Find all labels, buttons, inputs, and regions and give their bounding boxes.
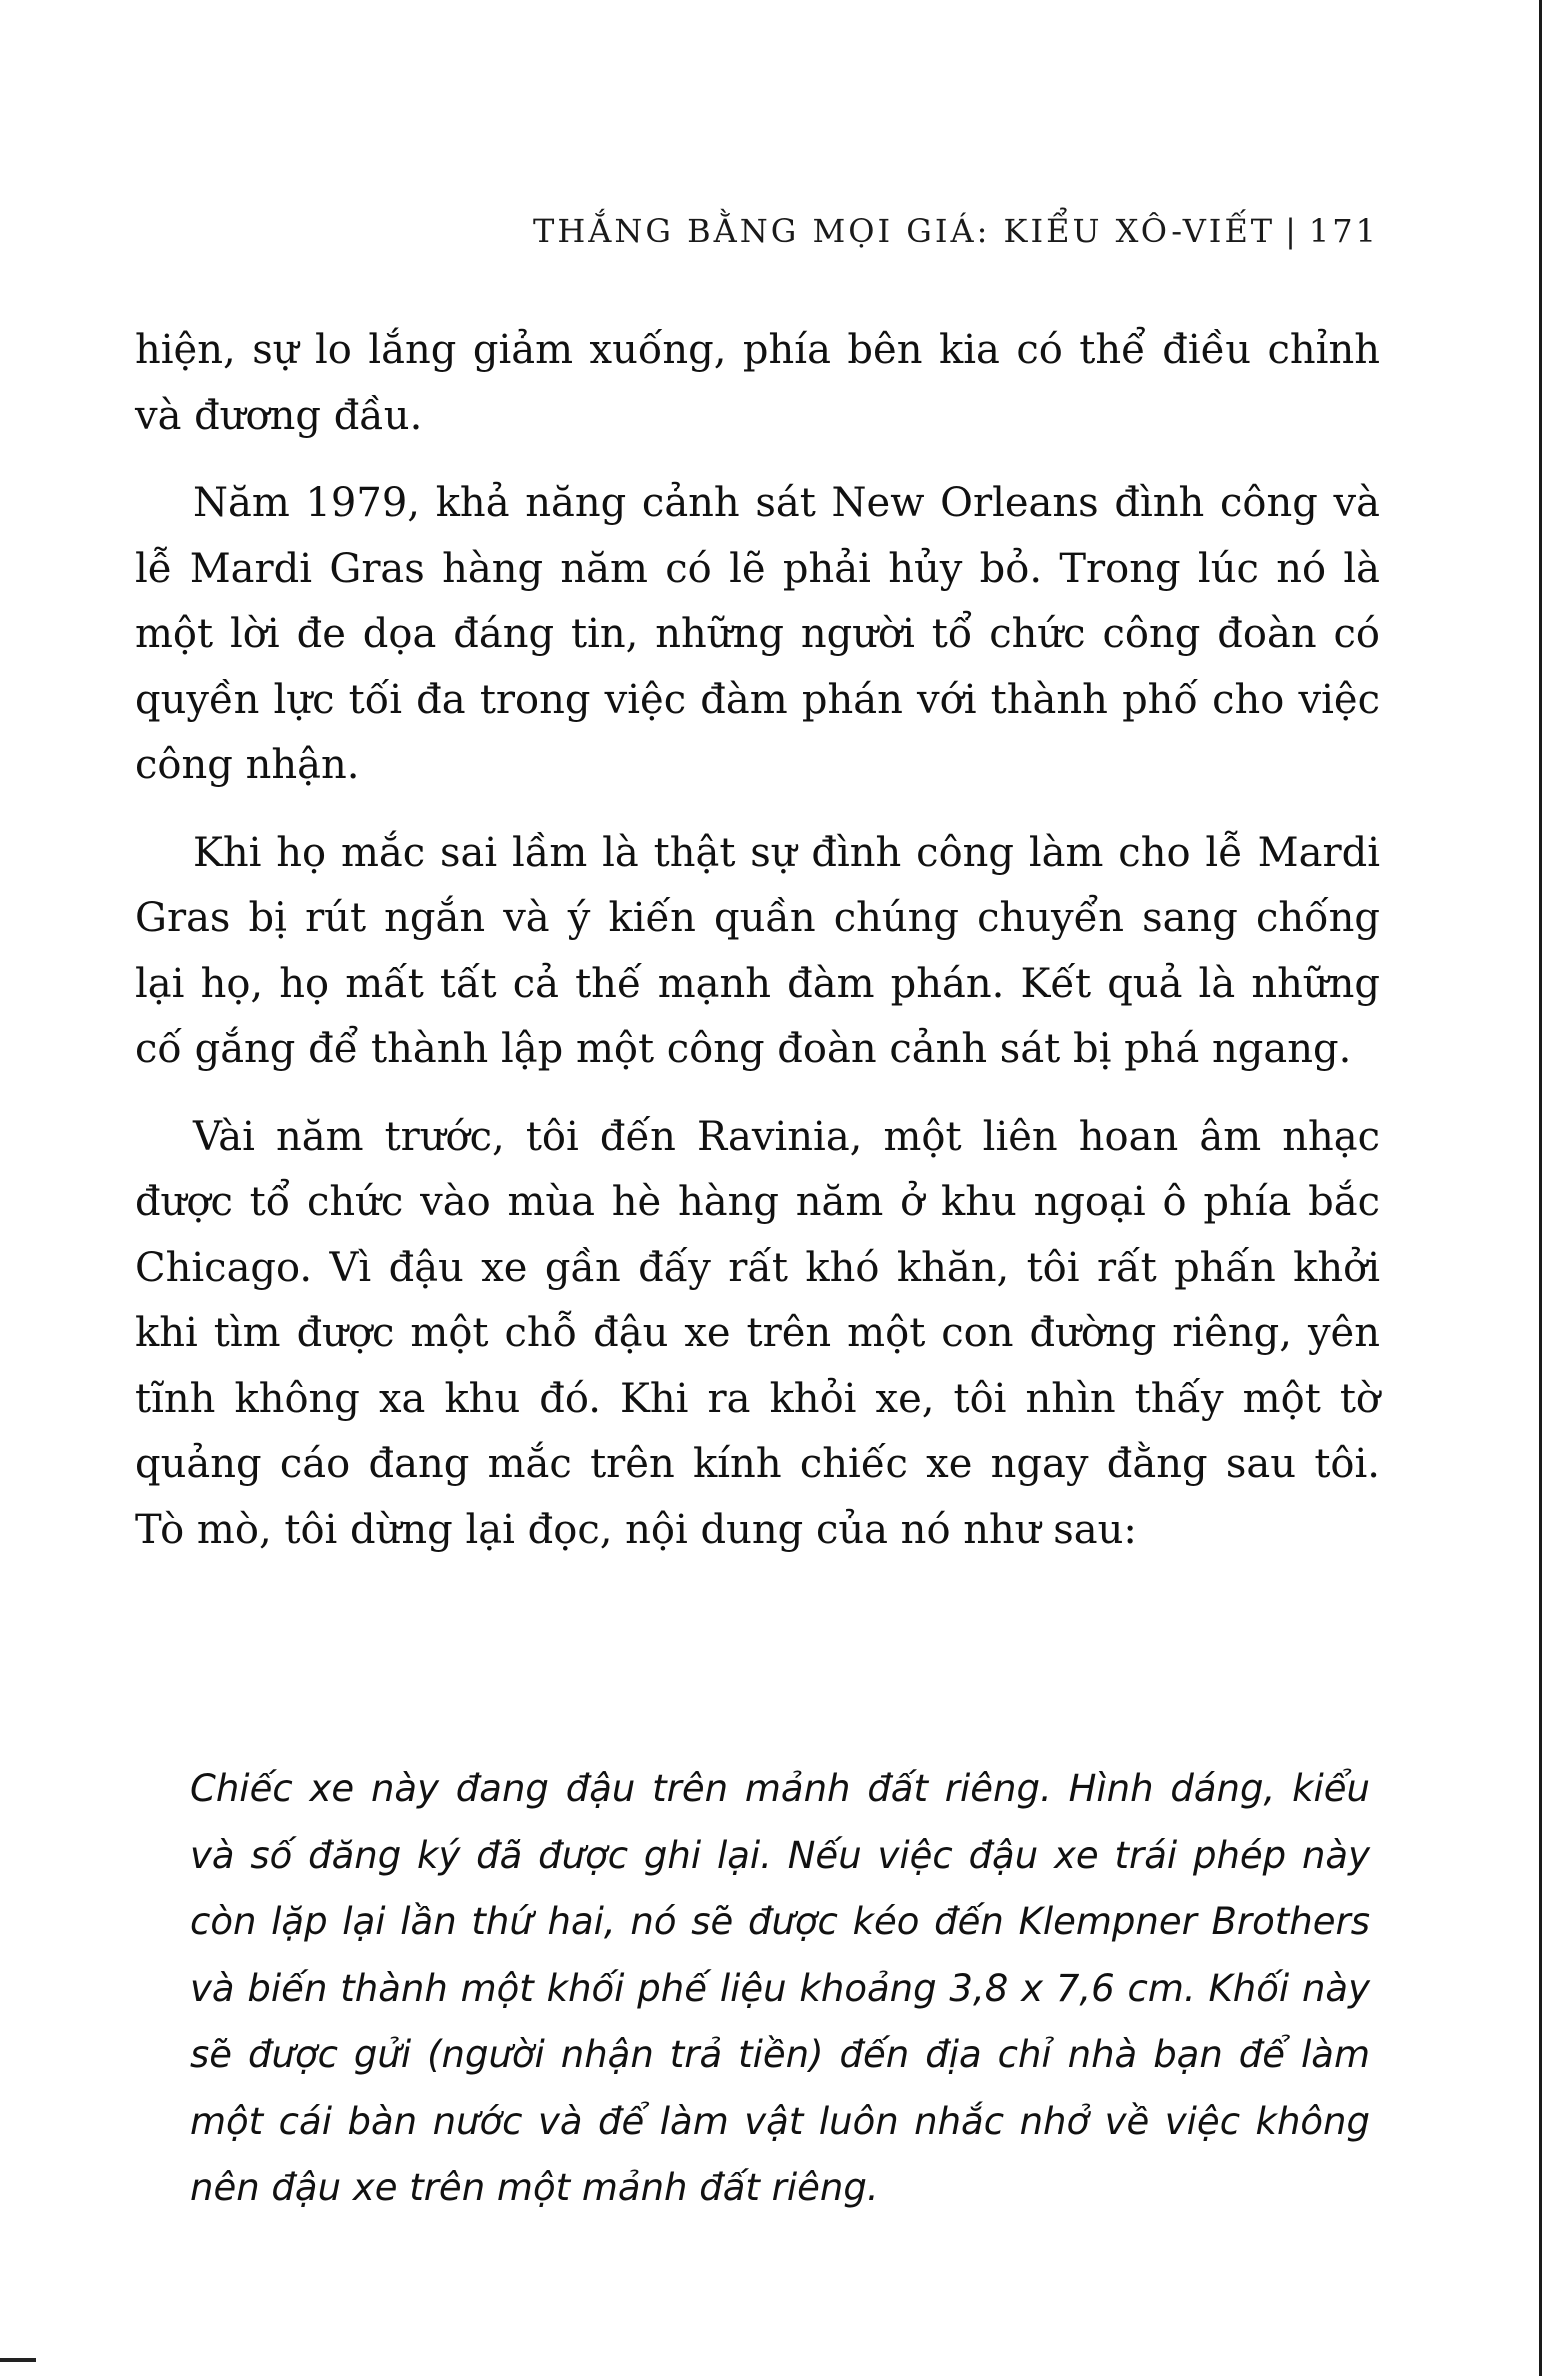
paragraph: Năm 1979, khả năng cảnh sát New Orleans đình công và lễ Mardi Gras hàng năm có lẽ phải hủy bỏ. Trong lúc nó là một lời đe dọa đáng tin, những người tổ chức công đoàn có quyền lực tối đa trong việc đàm phán với thành phố cho việc công nhận. (135, 480, 1380, 788)
body-text (135, 318, 1380, 1585)
header-separator: | (1285, 212, 1299, 250)
running-header (140, 212, 1379, 250)
scan-edge-mark (0, 2358, 36, 2362)
paragraph: Vài năm trước, tôi đến Ravinia, một liên hoan âm nhạc được tổ chức vào mùa hè hàng năm ở khu ngoại ô phía bắc Chicago. Vì đậu xe gần đấy rất khó khăn, tôi rất phấn khởi khi tìm được một chỗ đậu xe trên một con đường riêng, yên tĩnh không xa khu đó. Khi ra khỏi xe, tôi nhìn thấy một tờ quảng cáo đang mắc trên kính chiếc xe ngay đằng sau tôi. Tò mò, tôi dừng lại đọc, nội dung của nó như sau: (135, 1113, 1380, 1553)
paragraph-continuation: hiện, sự lo lắng giảm xuống, phía bên kia có thể điều chỉnh và đương đầu. (135, 327, 1380, 439)
chapter-title: THẮNG BẰNG MỌI GIÁ: KIỂU XÔ-VIẾT (533, 212, 1276, 250)
page-number: 171 (1308, 212, 1379, 250)
block-quote: Chiếc xe này đang đậu trên mảnh đất riêng. Hình dáng, kiểu và số đăng ký đã được ghi lại. Nếu việc đậu xe trái phép này còn lặp lại lần thứ hai, nó sẽ được kéo đến Klempner Brothers và biến thành một khối phế liệu khoảng 3,8 x 7,6 cm. Khối này sẽ được gửi (người nhận trả tiền) đến địa chỉ nhà bạn để làm một cái bàn nước và để làm vật luôn nhắc nhở về việc không nên đậu xe trên một mảnh đất riêng. (190, 1767, 1370, 2209)
paragraph: Khi họ mắc sai lầm là thật sự đình công làm cho lễ Mardi Gras bị rút ngắn và ý kiến quần chúng chuyển sang chống lại họ, họ mất tất cả thế mạnh đàm phán. Kết quả là những cố gắng để thành lập một công đoàn cảnh sát bị phá ngang. (135, 829, 1380, 1072)
